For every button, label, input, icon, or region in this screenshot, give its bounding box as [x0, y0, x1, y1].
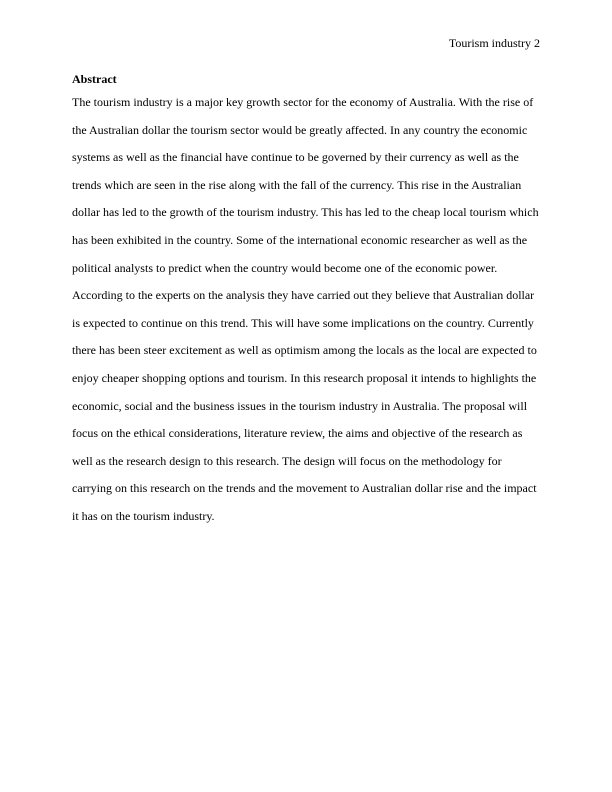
- abstract-heading: Abstract: [72, 72, 117, 86]
- running-head: Tourism industry 2: [448, 36, 540, 50]
- abstract-body: The tourism industry is a major key growth sector for the economy of Australia. With the rise of the Australian dollar the tourism sector would be greatly affected. In any country the economic systems as well as the financial have continue to be governed by their currency as well as the trends which are seen in the rise along with the fall of the currency. This rise in the Australian dollar has led to the growth of the tourism industry. This has led to the cheap local tourism which has been exhibited in the country. Some of the international economic researcher as well as the political analysts to predict when the country would become one of the economic power. According to the experts on the analysis they have carried out they believe that Australian dollar is expected to continue on this trend. This will have some implications on the country. Currently there has been steer excitement as well as optimism among the locals as the local are expected to enjoy cheaper shopping options and tourism. In this research proposal it intends to highlights the economic, social and the business issues in the tourism industry in Australia. The proposal will focus on the ethical considerations, literature review, the aims and objective of the research as well as the research design to this research. The design will focus on the methodology for carrying on this research on the trends and the movement to Australian dollar rise and the impact it has on the tourism industry.: [72, 95, 539, 523]
